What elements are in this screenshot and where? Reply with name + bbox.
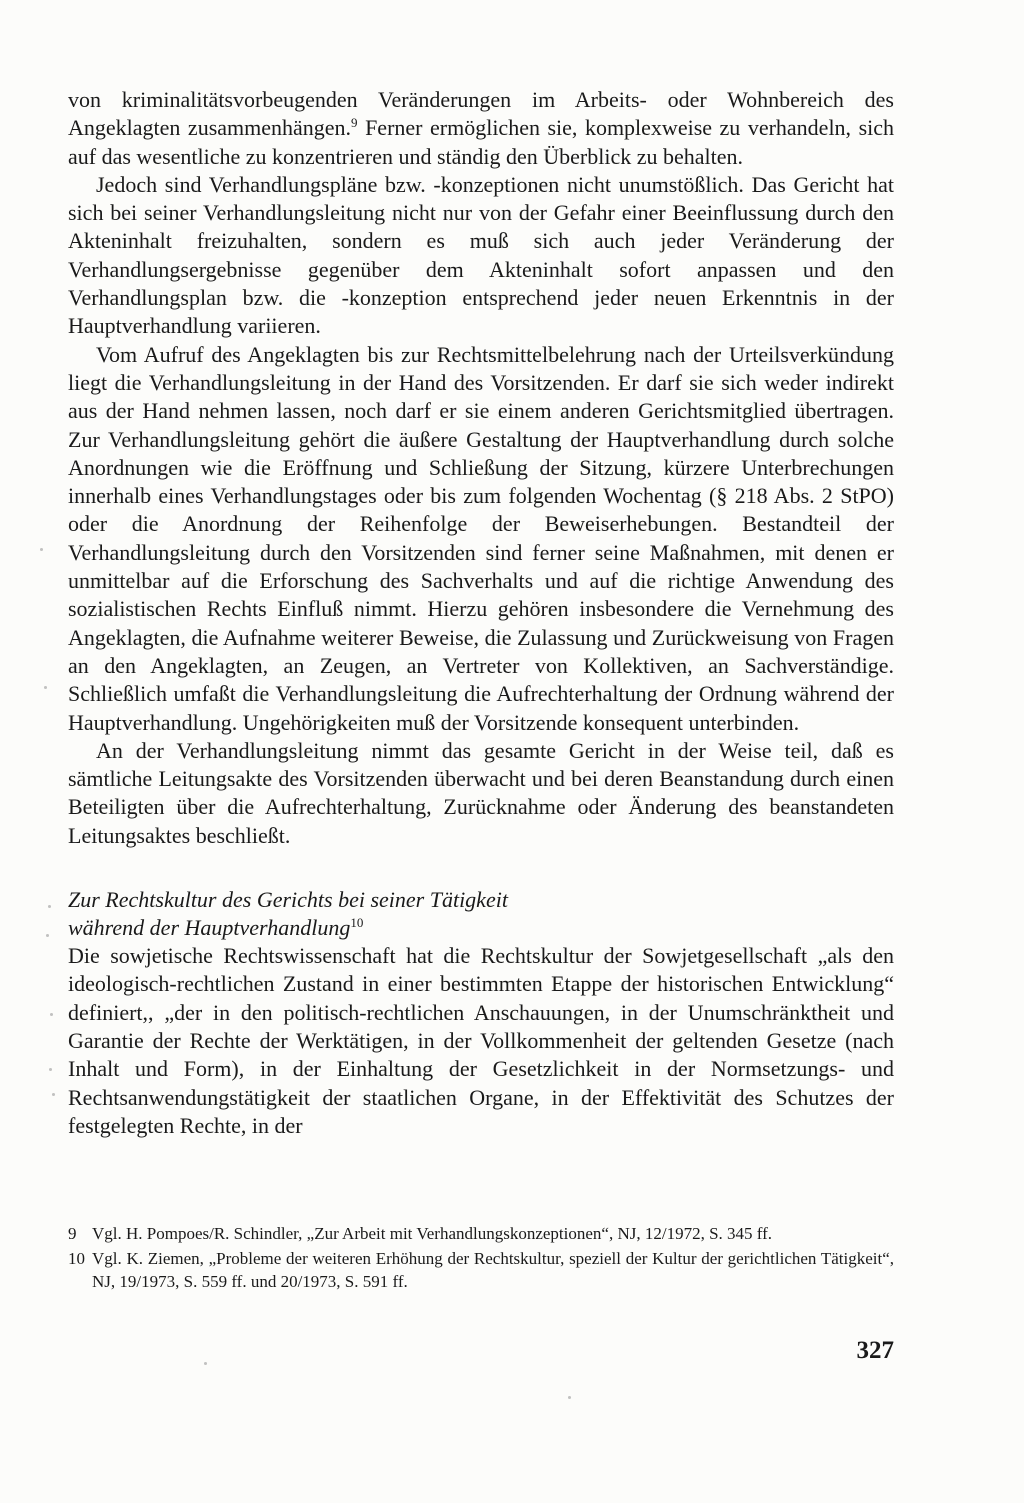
footnote-10: [68, 1247, 894, 1293]
scan-speck: [568, 1396, 571, 1399]
paragraph-5: Die sowjetische Rechtswissenschaft hat die Rechtskultur der Sowjetgesellschaft „als den ideologisch-rechtlichen Zustand in einer bestimmten Etappe der historischen Entwicklung“ definiert,, „der in den politisch-rechtlichen Anschauungen, in der Unumschränktheit und Garantie der Rechte der Werktätigen, in der Vollkommenheit der geltenden Gesetze (nach Inhalt und Form), in der Einhaltung der Gesetzlichkeit in der Normsetzungs- und Rechtsanwendungstätigkeit der staatlichen Organe, in der Effektivität des Schutzes der festgelegten Rechte, in der: [68, 943, 894, 1138]
footnote-text: Vgl. K. Ziemen, „Probleme der weiteren Erhöhung der Rechtskultur, speziell der Kultur der gerichtlichen Tätigkeit“, NJ, 19/1973, S. 559 ff. und 20/1973, S. 591 ff.: [92, 1249, 894, 1291]
paragraph-1-text: von kriminalitätsvorbeugenden Veränderungen im Arbeits- oder Wohnbereich des Angeklagten zusammenhängen.: [68, 87, 894, 141]
scan-speck: [49, 1068, 52, 1071]
scan-speck: [46, 934, 49, 937]
paragraph-1: [68, 86, 894, 171]
footnote-text: Vgl. H. Pompoes/R. Schindler, „Zur Arbeit mit Verhandlungskonzeptionen“, NJ, 12/1972, S. 345 ff.: [92, 1224, 773, 1243]
section-heading-line-2-text: während der Hauptverhandlung: [68, 915, 351, 941]
scan-speck: [48, 905, 51, 908]
scan-speck: [44, 686, 47, 689]
footnote-ref-9: 9: [351, 115, 358, 131]
footnote-number: 9: [68, 1224, 77, 1243]
footnote-9: [68, 1222, 894, 1245]
paragraph-3: Vom Aufruf des Angeklagten bis zur Rechtsmittelbelehrung nach der Urteilsverkündung liegt die Verhandlungsleitung in der Hand des Vorsitzenden. Er darf sie sich weder indirekt aus der Hand nehmen lassen, noch darf er sie einem anderen Gerichtsmitglied übertragen. Zur Verhandlungsleitung gehört die äußere Gestaltung der Hauptverhandlung durch solche Anordnungen wie die Eröffnung und Schließung der Sitzung, kürzere Unterbrechungen innerhalb eines Verhandlungstages oder bis zum folgenden Wochentag (§ 218 Abs. 2 StPO) oder die Anordnung der Reihenfolge der Beweiserhebungen. Bestandteil der Verhandlungsleitung durch den Vorsitzenden sind ferner seine Maßnahmen, mit denen er unmittelbar auf die Erforschung des Sachverhalts und auf die richtige Anwendung des sozialistischen Rechts Einfluß nimmt. Hierzu gehören insbesondere die Vernehmung des Angeklagten, die Aufnahme weiterer Beweise, die Zulassung und Zurückweisung von Fragen an den Angeklagten, an Zeugen, an Vertreter von Kollektiven, an Sachverständige. Schließlich umfaßt die Verhandlungsleitung die Aufrechterhaltung der Ordnung während der Hauptverhandlung. Ungehörigkeiten muß der Vorsitzende konsequent unterbinden.: [68, 341, 894, 735]
paragraph-1-tail: Ferner ermöglichen sie, komplexweise zu verhandeln, sich auf das wesentliche zu konzentrieren und ständig den Überblick zu behalten.: [68, 115, 895, 169]
scan-speck: [204, 1362, 207, 1365]
paragraph-4: An der Verhandlungsleitung nimmt das gesamte Gericht in der Weise teil, daß es sämtliche Leitungsakte des Vorsitzenden überwacht und bei deren Beanstandung durch einen Beteiligten über die Aufrechterhaltung, Zurücknahme oder Änderung des beanstandeten Leitungsaktes beschließt.: [68, 737, 894, 848]
scan-speck: [50, 1013, 53, 1016]
section-heading-line-1: Zur Rechtskultur des Gerichts bei seiner Tätigkeit: [68, 887, 508, 913]
scan-speck: [40, 548, 43, 551]
section-heading: [68, 886, 894, 942]
main-text: [68, 86, 894, 1140]
footnote-number: 10: [68, 1249, 85, 1268]
paragraph-2: Jedoch sind Verhandlungspläne bzw. -konzeptionen nicht unumstößlich. Das Gericht hat sich bei seiner Verhandlungsleitung nicht nur von der Gefahr einer Beeinflussung durch den Akteninhalt freizuhalten, sondern es muß sich auch jeder Veränderung der Verhandlungsergebnisse gegenüber dem Akteninhalt sofort anpassen und den Verhandlungsplan bzw. die -konzeption entsprechend jeder neuen Erkenntnis in der Hauptverhandlung variieren.: [68, 171, 894, 339]
section-heading-line-2: [68, 914, 894, 942]
scan-speck: [52, 1093, 55, 1096]
page-number: 327: [856, 1337, 894, 1364]
footnote-ref-10: 10: [350, 915, 364, 931]
footnotes: [68, 1222, 894, 1295]
